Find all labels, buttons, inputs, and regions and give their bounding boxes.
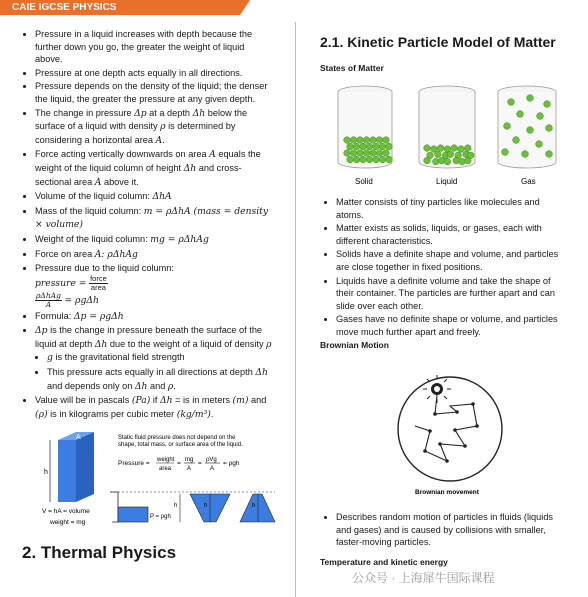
watermark: 公众号 · 上海犀牛国际课程: [352, 571, 495, 585]
particle: [536, 141, 543, 148]
particle: [522, 151, 529, 158]
column-divider: [295, 22, 296, 597]
particle: [527, 127, 534, 134]
liquid-label: Liquid: [436, 177, 458, 186]
particle: [508, 99, 515, 106]
particle: [458, 146, 465, 153]
bullet-units: • Value will be in pascals (Pa) if Δh = is in meters (m) and (ρ) is in kilograms per cubic meter (kg/m³).: [35, 394, 272, 421]
svg-text:area: area: [159, 466, 172, 472]
fraction-rhodhag: $\frac{\text{ρΔhAg}}{A}$: [36, 290, 61, 309]
particle: [363, 150, 370, 157]
particle: [447, 151, 454, 158]
brownian-heading: Brownian Motion: [320, 340, 389, 350]
svg-text:ρVg: ρVg: [206, 457, 217, 463]
bullet-depth: • Pressure in a liquid increases with depth because the further down you go, the greater the weight of liquid above.: [35, 28, 272, 66]
particle: [424, 145, 431, 152]
gas-label: Gas: [521, 177, 536, 186]
svg-text:=: =: [198, 460, 202, 467]
particle: [437, 145, 444, 152]
particle: [546, 125, 553, 132]
svg-text:=: =: [177, 460, 181, 467]
particle: [366, 156, 373, 163]
particle: [517, 111, 524, 118]
brownian-motion-figure: [395, 366, 505, 496]
bullet-mass: • Mass of the liquid column: m = ρΔhA (mass = density × volume): [35, 205, 272, 232]
bullet-delta-p: • Δp is the change in pressure beneath the surface of the liquid at depth Δh due to the weight of a liquid of density ρ • g is the gravitational field strength • This pressure acts equally in all directions at depth Δh and depends only on Δh and ρ.: [35, 324, 272, 393]
course-banner: CAIE IGCSE PHYSICS: [0, 0, 240, 15]
bullet-brownian: • Describes random motion of particles in fluids (liquids and gases) and is caused by collisions with smaller, faster-moving particles.: [336, 511, 568, 549]
fraction-force-area: $\frac{\text{force}}{\text{area}}$: [90, 273, 107, 292]
particle: [465, 145, 472, 152]
particle: [433, 158, 440, 165]
particle: [502, 149, 509, 156]
subbullet-equal: • This pressure acts equally in all directions at depth Δh and depends only on Δh and ρ.: [47, 366, 272, 393]
particle: [360, 143, 367, 150]
particle: [527, 95, 534, 102]
particle: [363, 137, 370, 144]
temperature-heading: Temperature and kinetic energy: [320, 557, 448, 567]
container-cone: [240, 494, 275, 522]
solid-label: Solid: [355, 177, 373, 186]
particle: [353, 156, 360, 163]
left-column: [22, 28, 272, 422]
states-heading: States of Matter: [320, 63, 384, 73]
bullet-force: • Force acting vertically downwards on area A equals the weight of the liquid column of height Δh and cross-sectional area A above it.: [35, 148, 272, 189]
solid-beaker: [338, 86, 392, 186]
particle: [344, 150, 351, 157]
particle: [435, 151, 442, 158]
particle: [347, 156, 354, 163]
bullet-formula: • Formula: Δp = ρgΔh: [35, 310, 272, 324]
particle: [453, 157, 460, 164]
gas-beaker: [498, 86, 556, 186]
particle: [344, 137, 351, 144]
weight-label: weight = mg: [50, 519, 86, 526]
particle: [370, 137, 377, 144]
bullet-force-area: • Force on area A: ρΔhAg: [35, 248, 272, 262]
svg-text:A: A: [187, 466, 192, 472]
liquid-beaker: [419, 86, 475, 186]
matter-bullets: [320, 196, 568, 340]
particle: [383, 150, 390, 157]
particle: [386, 143, 393, 150]
bullet-liquids: • Liquids have a definite volume and take the shape of their container. The particles are further apart and can slide over each other.: [336, 275, 568, 313]
particle: [360, 156, 367, 163]
bullet-change-pressure: • The change in pressure Δp at a depth Δh below the surface of a liquid with density ρ is determined by considering a horizontal area A.: [35, 107, 272, 148]
caption-line2: shape, total mass, or surface area of the liquid.: [118, 442, 243, 448]
particle: [376, 150, 383, 157]
particle: [376, 137, 383, 144]
particle: [451, 145, 458, 152]
column-front: [58, 440, 76, 502]
label-P: P = ρgh: [150, 514, 171, 520]
particle: [350, 150, 357, 157]
volume-label: V = hA = volume: [42, 508, 90, 515]
section-thermal-physics: 2. Thermal Physics: [22, 543, 177, 562]
container-flat: [118, 507, 148, 522]
bullet-gases: • Gases have no definite shape or volume, and particles move much further apart and freely.: [336, 313, 568, 338]
brownian-caption: Brownian movement: [415, 489, 479, 496]
particle: [357, 150, 364, 157]
particle: [444, 158, 451, 165]
particle: [546, 151, 553, 158]
particle: [347, 143, 354, 150]
particle: [366, 143, 373, 150]
particle: [544, 101, 551, 108]
svg-text:A: A: [210, 466, 215, 472]
states-of-matter-figure: [335, 82, 570, 190]
particle: [357, 137, 364, 144]
subbullet-g: • g is the gravitational field strength: [47, 351, 272, 365]
bullet-matter-particles: • Matter consists of tiny particles like molecules and atoms.: [336, 196, 568, 221]
svg-text:weight: weight: [157, 457, 175, 463]
bullet-pressure-column: • Pressure due to the liquid column: pressure = $\frac{\text{force}}{\text{area}}$ $\frac{\text{ρΔhAg}}{A}$ = ρgΔh: [35, 262, 272, 309]
label-A: A: [76, 434, 81, 441]
particle: [353, 143, 360, 150]
particle: [370, 150, 377, 157]
particle: [350, 137, 357, 144]
particle: [513, 137, 520, 144]
column-side: [76, 432, 94, 502]
label-h: h: [44, 469, 48, 476]
particle: [373, 156, 380, 163]
bullet-volume: • Volume of the liquid column: ΔhA: [35, 190, 272, 204]
particle: [438, 157, 445, 164]
bullet-matter-states: • Matter exists as solids, liquids, or gases, each with different characteristics.: [336, 222, 568, 247]
particle: [465, 157, 472, 164]
brownian-bullets: [320, 511, 568, 550]
particle: [373, 143, 380, 150]
svg-text:h: h: [252, 503, 256, 509]
bullet-density: • Pressure depends on the density of the liquid; the denser the liquid, the greater the pressure at any given depth.: [35, 80, 272, 105]
section-kinetic-model: 2.1. Kinetic Particle Model of Matter: [320, 34, 556, 50]
svg-text:= ρgh: = ρgh: [223, 460, 240, 467]
particle: [459, 158, 466, 165]
particle: [383, 137, 390, 144]
caption-line1: Static fluid pressure does not depend on the: [118, 435, 236, 441]
particle: [537, 113, 544, 120]
fluid-pressure-figure: [40, 432, 280, 532]
bullet-weight: • Weight of the liquid column: mg = ρΔhAg: [35, 233, 272, 247]
svg-text:mg: mg: [185, 457, 194, 463]
pressure-label: Pressure =: [118, 460, 150, 467]
particle: [379, 156, 386, 163]
particle: [504, 123, 511, 130]
particle: [386, 156, 393, 163]
svg-text:h: h: [174, 503, 178, 509]
particle: [424, 157, 431, 164]
bullet-all-directions: • Pressure at one depth acts equally in all directions.: [35, 67, 272, 80]
bullet-solids: • Solids have a definite shape and volume, and particles are close together in fixed positions.: [336, 248, 568, 273]
svg-text:h: h: [204, 503, 208, 509]
particle: [379, 143, 386, 150]
